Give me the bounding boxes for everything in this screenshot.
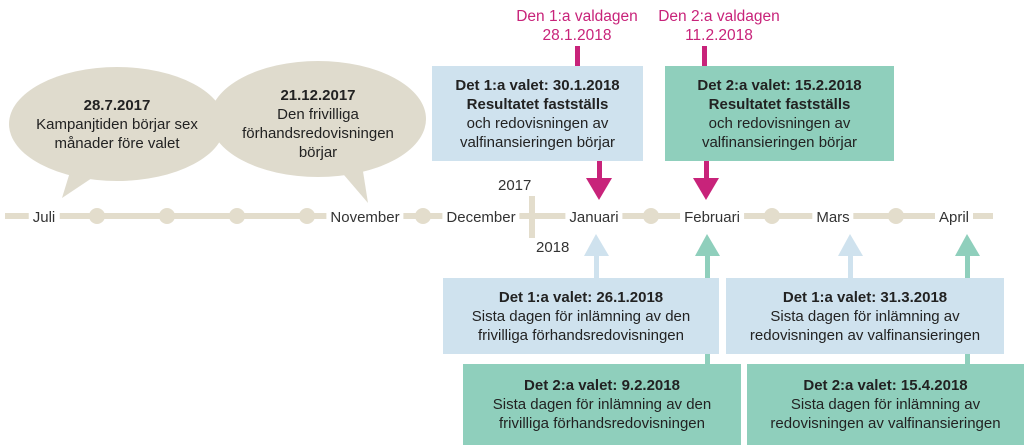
box-title: Det 2:a valet: 15.4.2018 <box>803 377 968 394</box>
election-day-date: 11.2.2018 <box>685 27 753 44</box>
timeline-dot <box>299 208 315 224</box>
box-line: valfinansieringen börjar <box>701 133 858 151</box>
box-line: och redovisningen av <box>466 114 609 132</box>
box-line: valfinansieringen börjar <box>459 133 616 151</box>
box-title: Det 2:a valet: 9.2.2018 <box>524 377 680 394</box>
bottom-box-2-voluntary <box>463 364 741 445</box>
year-divider <box>529 196 535 238</box>
month-label-juli: Juli <box>29 210 60 225</box>
pink-arrow-head-1 <box>586 178 612 200</box>
box-line: redovisningen av valfinansieringen <box>749 326 981 344</box>
bottom-box-1-financing <box>726 278 1004 354</box>
bubble-line: börjar <box>298 144 338 161</box>
election-day-2 <box>658 7 780 45</box>
box-line: frivilliga förhandsredovisningen <box>478 326 684 344</box>
pink-line-1 <box>575 46 580 66</box>
box-line: Sista dagen för inlämning av <box>770 307 960 325</box>
year-2017: 2017 <box>498 177 532 194</box>
year-2018: 2018 <box>536 239 570 256</box>
bubble-line: Kampanjtiden börjar sex <box>36 115 198 133</box>
bottom-box-1-voluntary <box>443 278 719 354</box>
bubble-date: 21.12.2017 <box>280 87 356 104</box>
bubble-date: 28.7.2017 <box>83 96 151 114</box>
month-label-januari: Januari <box>565 210 622 225</box>
bottom-box-2-financing <box>747 364 1024 445</box>
timeline-dot <box>89 208 105 224</box>
box-line: redovisningen av valfinansieringen <box>770 415 1001 432</box>
box-line: och redovisningen av <box>708 114 851 132</box>
arrow-up-green-2 <box>955 234 980 256</box>
election-day-label: Den 2:a valdagen <box>658 8 780 25</box>
timeline-dot <box>229 208 245 224</box>
election-day-1 <box>516 7 638 45</box>
box-line: frivilliga förhandsredovisningen <box>499 415 705 432</box>
election-day-date: 28.1.2018 <box>542 27 612 44</box>
box-title: Det 2:a valet: 15.2.2018 <box>697 76 862 94</box>
pink-arrow-head-2 <box>693 178 719 200</box>
box-title: Det 1:a valet: 26.1.2018 <box>498 288 664 306</box>
box-title: Det 1:a valet: 31.3.2018 <box>782 288 948 306</box>
arrow-up-light-1 <box>584 234 609 256</box>
month-label-mars: Mars <box>812 210 853 225</box>
box-subtitle: Resultatet fastställs <box>466 95 609 113</box>
bubble-line: förhandsredovisningen <box>242 125 394 142</box>
connector-light-2 <box>848 256 853 278</box>
top-box-election-2 <box>665 66 894 161</box>
connector-light-1 <box>594 256 599 278</box>
pink-arrow-stem-1 <box>597 160 602 178</box>
pink-arrow-stem-2 <box>704 160 709 178</box>
bubble-line: Den frivilliga <box>277 106 359 123</box>
bubble-line: månader före valet <box>54 134 180 152</box>
arrow-up-light-2 <box>838 234 863 256</box>
timeline-dot <box>643 208 659 224</box>
timeline-dot <box>159 208 175 224</box>
box-line: Sista dagen för inlämning av <box>790 396 981 413</box>
arrow-up-green-1 <box>695 234 720 256</box>
box-subtitle: Resultatet fastställs <box>708 95 851 113</box>
election-day-label: Den 1:a valdagen <box>516 8 638 25</box>
timeline-dot <box>415 208 431 224</box>
timeline-dot <box>764 208 780 224</box>
bubble-campaign-start <box>19 88 215 160</box>
month-label-februari: Februari <box>680 210 744 225</box>
month-label-november: November <box>326 210 403 225</box>
bubble-voluntary-disclosure <box>220 82 416 166</box>
box-line: Sista dagen för inlämning av den <box>471 307 691 325</box>
pink-line-2 <box>702 46 707 66</box>
box-title: Det 1:a valet: 30.1.2018 <box>455 76 620 94</box>
top-box-election-1 <box>432 66 643 161</box>
timeline-dot <box>888 208 904 224</box>
month-label-december: December <box>442 210 519 225</box>
box-line: Sista dagen för inlämning av den <box>492 396 712 413</box>
month-label-april: April <box>935 210 973 225</box>
